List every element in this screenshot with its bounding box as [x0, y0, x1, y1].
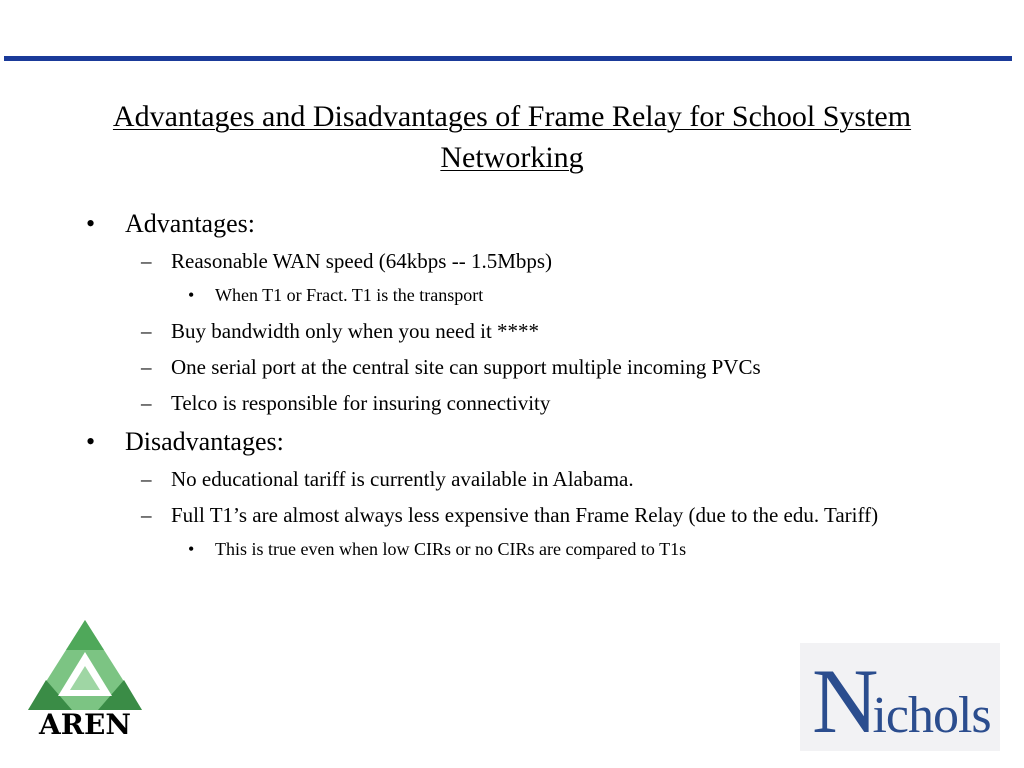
list-item-text: Reasonable WAN speed (64kbps -- 1.5Mbps) — [171, 249, 553, 273]
dash-marker: – — [141, 503, 152, 527]
sub-list-item-text: This is true even when low CIRs or no CIRs are compared to T1s — [215, 539, 687, 559]
list-item-text: Full T1’s are almost always less expensive than Frame Relay (due to the edu. Tariff) — [171, 503, 879, 527]
list-item-text: Buy bandwidth only when you need it **** — [171, 319, 540, 343]
nichols-rest: ichols — [872, 687, 991, 744]
list-item — [0, 246, 931, 276]
nichols-logo — [800, 643, 1000, 751]
bullet-marker: • — [86, 209, 96, 238]
nichols-initial: N — [812, 650, 873, 752]
list-item — [0, 388, 931, 418]
aren-triangle-icon — [26, 618, 144, 710]
nichols-logo-text — [812, 650, 991, 756]
slide-body — [0, 206, 1024, 570]
bullet-advantages — [0, 206, 1024, 242]
list-item — [0, 316, 931, 346]
bullet-label: Advantages: — [125, 209, 255, 238]
bullet-marker: • — [188, 539, 195, 559]
dash-marker: – — [141, 319, 152, 343]
sub-list-item — [0, 282, 1024, 308]
aren-logo — [26, 618, 144, 740]
sub-list-item — [0, 536, 1024, 562]
bullet-marker: • — [86, 427, 96, 456]
bullet-marker: • — [188, 285, 195, 305]
dash-marker: – — [141, 391, 152, 415]
dash-marker: – — [141, 249, 152, 273]
list-item — [0, 464, 931, 494]
list-item-text: One serial port at the central site can support multiple incoming PVCs — [171, 355, 761, 379]
list-item-text: No educational tariff is currently available in Alabama. — [171, 467, 634, 491]
list-item-text: Telco is responsible for insuring connectivity — [171, 391, 551, 415]
dash-marker: – — [141, 467, 152, 491]
top-divider-line — [4, 56, 1012, 61]
sub-list-item-text: When T1 or Fract. T1 is the transport — [215, 285, 484, 305]
bullet-label: Disadvantages: — [125, 427, 284, 456]
list-item — [0, 500, 931, 530]
list-item — [0, 352, 931, 382]
dash-marker: – — [141, 355, 152, 379]
slide-title: Advantages and Disadvantages of Frame Relay for School System Networking — [112, 100, 912, 174]
aren-logo-text: AREN — [39, 708, 131, 741]
bullet-disadvantages — [0, 424, 1024, 460]
